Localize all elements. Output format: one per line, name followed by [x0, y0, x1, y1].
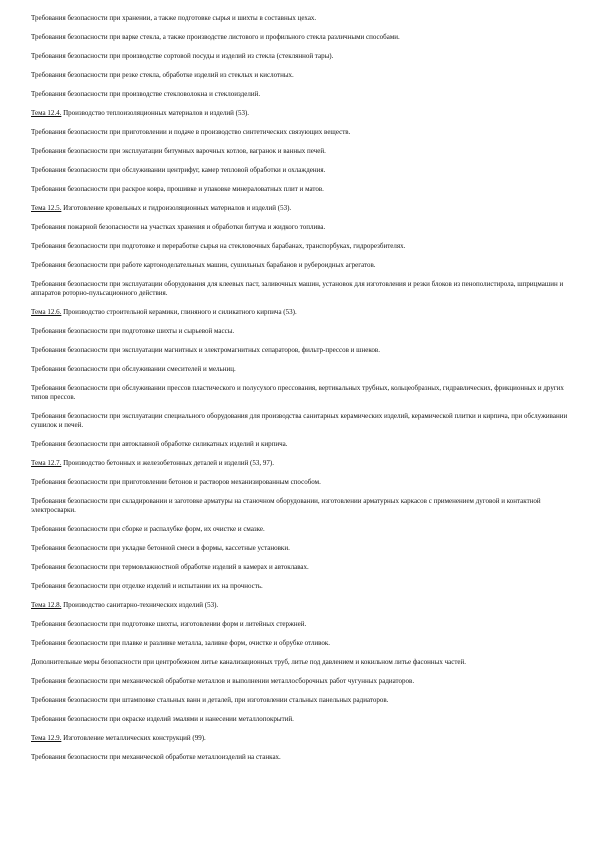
requirement-paragraph: Требования безопасности при хранении, а также подготовке сырья и шихты в составных цехах. [31, 14, 317, 22]
requirement-paragraph: Требования безопасности при подготовке шихты, изготовлении форм и литейных стержней. [31, 620, 307, 628]
requirement-paragraph: Требования безопасности при резке стекла, обработке изделий из стеклых и кислотных. [31, 71, 294, 79]
requirement-paragraph: Требования пожарной безопасности на участках хранения и обработки битума и жидкого топлива. [31, 223, 326, 231]
topic-heading [31, 601, 568, 610]
requirement-paragraph: Требования безопасности при приготовлении и подаче в производство синтетических связующих веществ. [31, 128, 351, 136]
requirement-paragraph: Требования безопасности при складировании и заготовке арматуры на станочном оборудовании, изготовлении арматурных каркасов с применением дуговой и контактной электросварки. [31, 497, 541, 514]
topic-title: Изготовление кровельных и гидроизоляционных материалов и изделий (53). [61, 204, 292, 212]
requirement-paragraph: Дополнительные меры безопасности при центробежном литье канализационных труб, литье под давлением и кокильном литье фасонных частей. [31, 658, 466, 666]
requirement-paragraph: Требования безопасности при варке стекла, а также производстве листового и профильного стекла различными способами. [31, 33, 400, 41]
requirement-paragraph: Требования безопасности при эксплуатации битумных варочных котлов, вагранок и ванных печей. [31, 147, 326, 155]
requirement-paragraph: Требования безопасности при укладке бетонной смеси в формы, кассетные установки. [31, 544, 290, 552]
requirement-paragraph: Требования безопасности при автоклавной обработке силикатных изделий и кирпича. [31, 440, 288, 448]
requirement-paragraph: Требования безопасности при раскрое ковра, прошивке и упаковке минераловатных плит и матов. [31, 185, 324, 193]
topic-heading [31, 109, 568, 118]
topic-number: Тема 12.9. [31, 734, 62, 742]
document-page [31, 14, 568, 772]
topic-heading [31, 204, 568, 213]
topic-number: Тема 12.8. [31, 601, 62, 609]
topic-number: Тема 12.5. [31, 204, 62, 212]
requirement-paragraph: Требования безопасности при обслуживании смесителей и мельниц. [31, 365, 236, 373]
requirement-paragraph: Требования безопасности при плавке и разливке металла, заливке форм, очистке и обрубке отливок. [31, 639, 331, 647]
requirement-paragraph: Требования безопасности при механической обработке металлоизделий на станках. [31, 753, 281, 761]
requirement-paragraph: Требования безопасности при термовлажностной обработке изделий в камерах и автоклавах. [31, 563, 309, 571]
requirement-paragraph: Требования безопасности при эксплуатации оборудования для клеевых паст, заливочных машин, установок для изготовления и резки блоков из пенополистирола, шприцмашин и аппаратов роторно-пульсационного действия. [31, 280, 564, 297]
requirement-paragraph: Требования безопасности при производстве сортовой посуды и изделий из стекла (стеклянной тары). [31, 52, 334, 60]
topic-title: Производство санитарно-технических изделий (53). [61, 601, 219, 609]
requirement-paragraph: Требования безопасности при обслуживании центрифуг, камер тепловой обработки и охлаждения. [31, 166, 326, 174]
topic-title: Производство строительной керамики, глиняного и силикатного кирпича (53). [61, 308, 297, 316]
requirement-paragraph: Требования безопасности при подготовке и переработке сырья на стекловочных барабанах, транспорбуках, гидрорезбителях. [31, 242, 406, 250]
requirement-paragraph: Требования безопасности при окраске изделий эмалями и нанесении металлопокрытий. [31, 715, 294, 723]
topic-title: Производство бетонных и железобетонных деталей и изделий (53, 97). [61, 459, 274, 467]
requirement-paragraph: Требования безопасности при эксплуатации магнитных и электромагнитных сепараторов, фильтр-прессов и шнеков. [31, 346, 380, 354]
topic-number: Тема 12.6. [31, 308, 62, 316]
requirement-paragraph: Требования безопасности при штамповке стальных ванн и деталей, при изготовлении стальных панельных радиаторов. [31, 696, 389, 704]
topic-number: Тема 12.4. [31, 109, 62, 117]
topic-heading [31, 459, 568, 468]
topic-title: Изготовление металлических конструкций (99). [61, 734, 206, 742]
requirement-paragraph: Требования безопасности при эксплуатации специального оборудования для производства санитарных керамических изделий, керамической плитки и кирпича, при обслуживании сушилок и печей. [31, 412, 568, 429]
topic-heading [31, 308, 568, 317]
topic-heading [31, 734, 568, 743]
requirement-paragraph: Требования безопасности при сборке и распалубке форм, их очистке и смазке. [31, 525, 265, 533]
requirement-paragraph: Требования безопасности при обслуживании прессов пластического и полусухого прессования, вертикальных трубных, кольцеобразных, гидравлических, фрикционных и других типов прессов. [31, 384, 564, 401]
requirement-paragraph: Требования безопасности при приготовлении бетонов и растворов механизированным способом. [31, 478, 321, 486]
topic-number: Тема 12.7. [31, 459, 62, 467]
requirement-paragraph: Требования безопасности при подготовке шихты и сырьевой массы. [31, 327, 235, 335]
requirement-paragraph: Требования безопасности при работе картоноделательных машин, сушильных барабанов и рубероидных агрегатов. [31, 261, 376, 269]
topic-title: Производство теплоизоляционных материалов и изделий (53). [61, 109, 250, 117]
requirement-paragraph: Требования безопасности при отделке изделий и испытании их на прочность. [31, 582, 263, 590]
requirement-paragraph: Требования безопасности при механической обработке металлов и выполнении металлосборочных работ чугунных радиаторов. [31, 677, 415, 685]
requirement-paragraph: Требования безопасности при производстве стекловолокна и стеклоизделий. [31, 90, 261, 98]
